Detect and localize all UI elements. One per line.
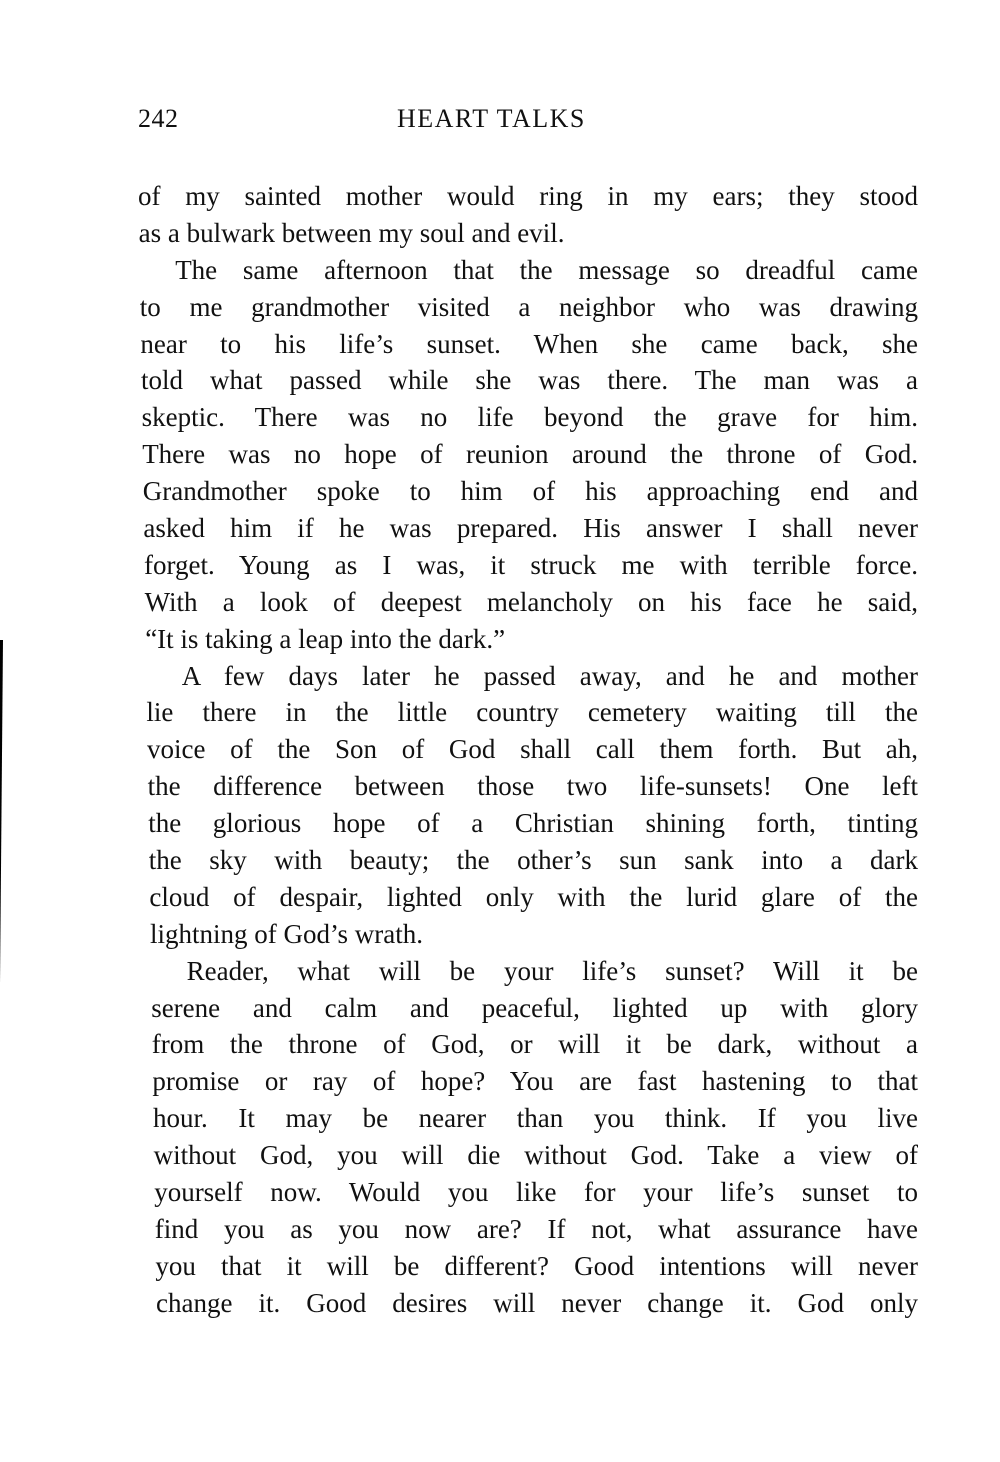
text-line: voice of the Son of God shall call them forth. But ah, <box>147 734 918 765</box>
text-line: asked him if he was prepared. His answer I shall never <box>143 513 918 544</box>
text-line: the glorious hope of a Christian shining forth, tinting <box>148 808 918 839</box>
text-line: from the throne of God, or will it be dark, without a <box>151 1029 918 1060</box>
text-line: find you as you now are? If not, what assurance have <box>154 1213 918 1244</box>
text-line: the difference between those two life-sunsets! One left <box>147 771 918 802</box>
paragraph <box>138 178 918 252</box>
text-line: There was no hope of reunion around the throne of God. <box>142 439 918 470</box>
text-line: change it. Good desires will never change it. God only <box>156 1287 918 1318</box>
text-line: forget. Young as I was, it struck me with terrible force. <box>144 549 918 580</box>
paragraph <box>138 953 918 1322</box>
text-line: A few days later he passed away, and he and mother <box>181 660 918 691</box>
text-line: told what passed while she was there. The man was a <box>141 365 918 396</box>
paragraph <box>138 658 918 953</box>
text-line: without God, you will die without God. Take a view of <box>153 1140 918 1171</box>
page-number: 242 <box>138 104 179 133</box>
text-line: skeptic. There was no life beyond the grave for him. <box>141 402 918 433</box>
text-line: as a bulwark between my soul and evil. <box>138 217 565 248</box>
text-line: “It is taking a leap into the dark.” <box>145 623 506 654</box>
text-line: you that it will be different? Good intentions will never <box>155 1250 918 1281</box>
page-header <box>138 104 918 144</box>
running-head: HEART TALKS <box>397 104 586 133</box>
text-line: lie there in the little country cemetery waiting till the <box>146 697 918 728</box>
text-line: lightning of God’s wrath. <box>150 918 423 949</box>
text-line: the sky with beauty; the other’s sun sank into a dark <box>148 845 918 876</box>
text-line: Reader, what will be your life’s sunset? Will it be <box>186 955 918 986</box>
text-line: Grandmother spoke to him of his approaching end and <box>142 476 918 507</box>
text-line: serene and calm and peaceful, lighted up with glory <box>151 992 918 1023</box>
body-text <box>138 178 918 1322</box>
text-line: yourself now. Would you like for your life’s sunset to <box>154 1177 918 1208</box>
text-line: The same afternoon that the message so dreadful came <box>175 254 918 285</box>
text-line: hour. It may be nearer than you think. If you live <box>153 1103 918 1134</box>
text-line: cloud of despair, lighted only with the lurid glare of the <box>149 881 918 912</box>
text-line: promise or ray of hope? You are fast hastening to that <box>152 1066 918 1097</box>
text-line: near to his life’s sunset. When she came back, she <box>140 328 918 359</box>
text-line: With a look of deepest melancholy on his face he said, <box>144 586 918 617</box>
scan-edge-artifact <box>0 640 3 1462</box>
text-line: to me grandmother visited a neighbor who was drawing <box>139 291 918 322</box>
text-line: of my sainted mother would ring in my ears; they stood <box>138 181 918 211</box>
paragraph <box>138 252 918 658</box>
